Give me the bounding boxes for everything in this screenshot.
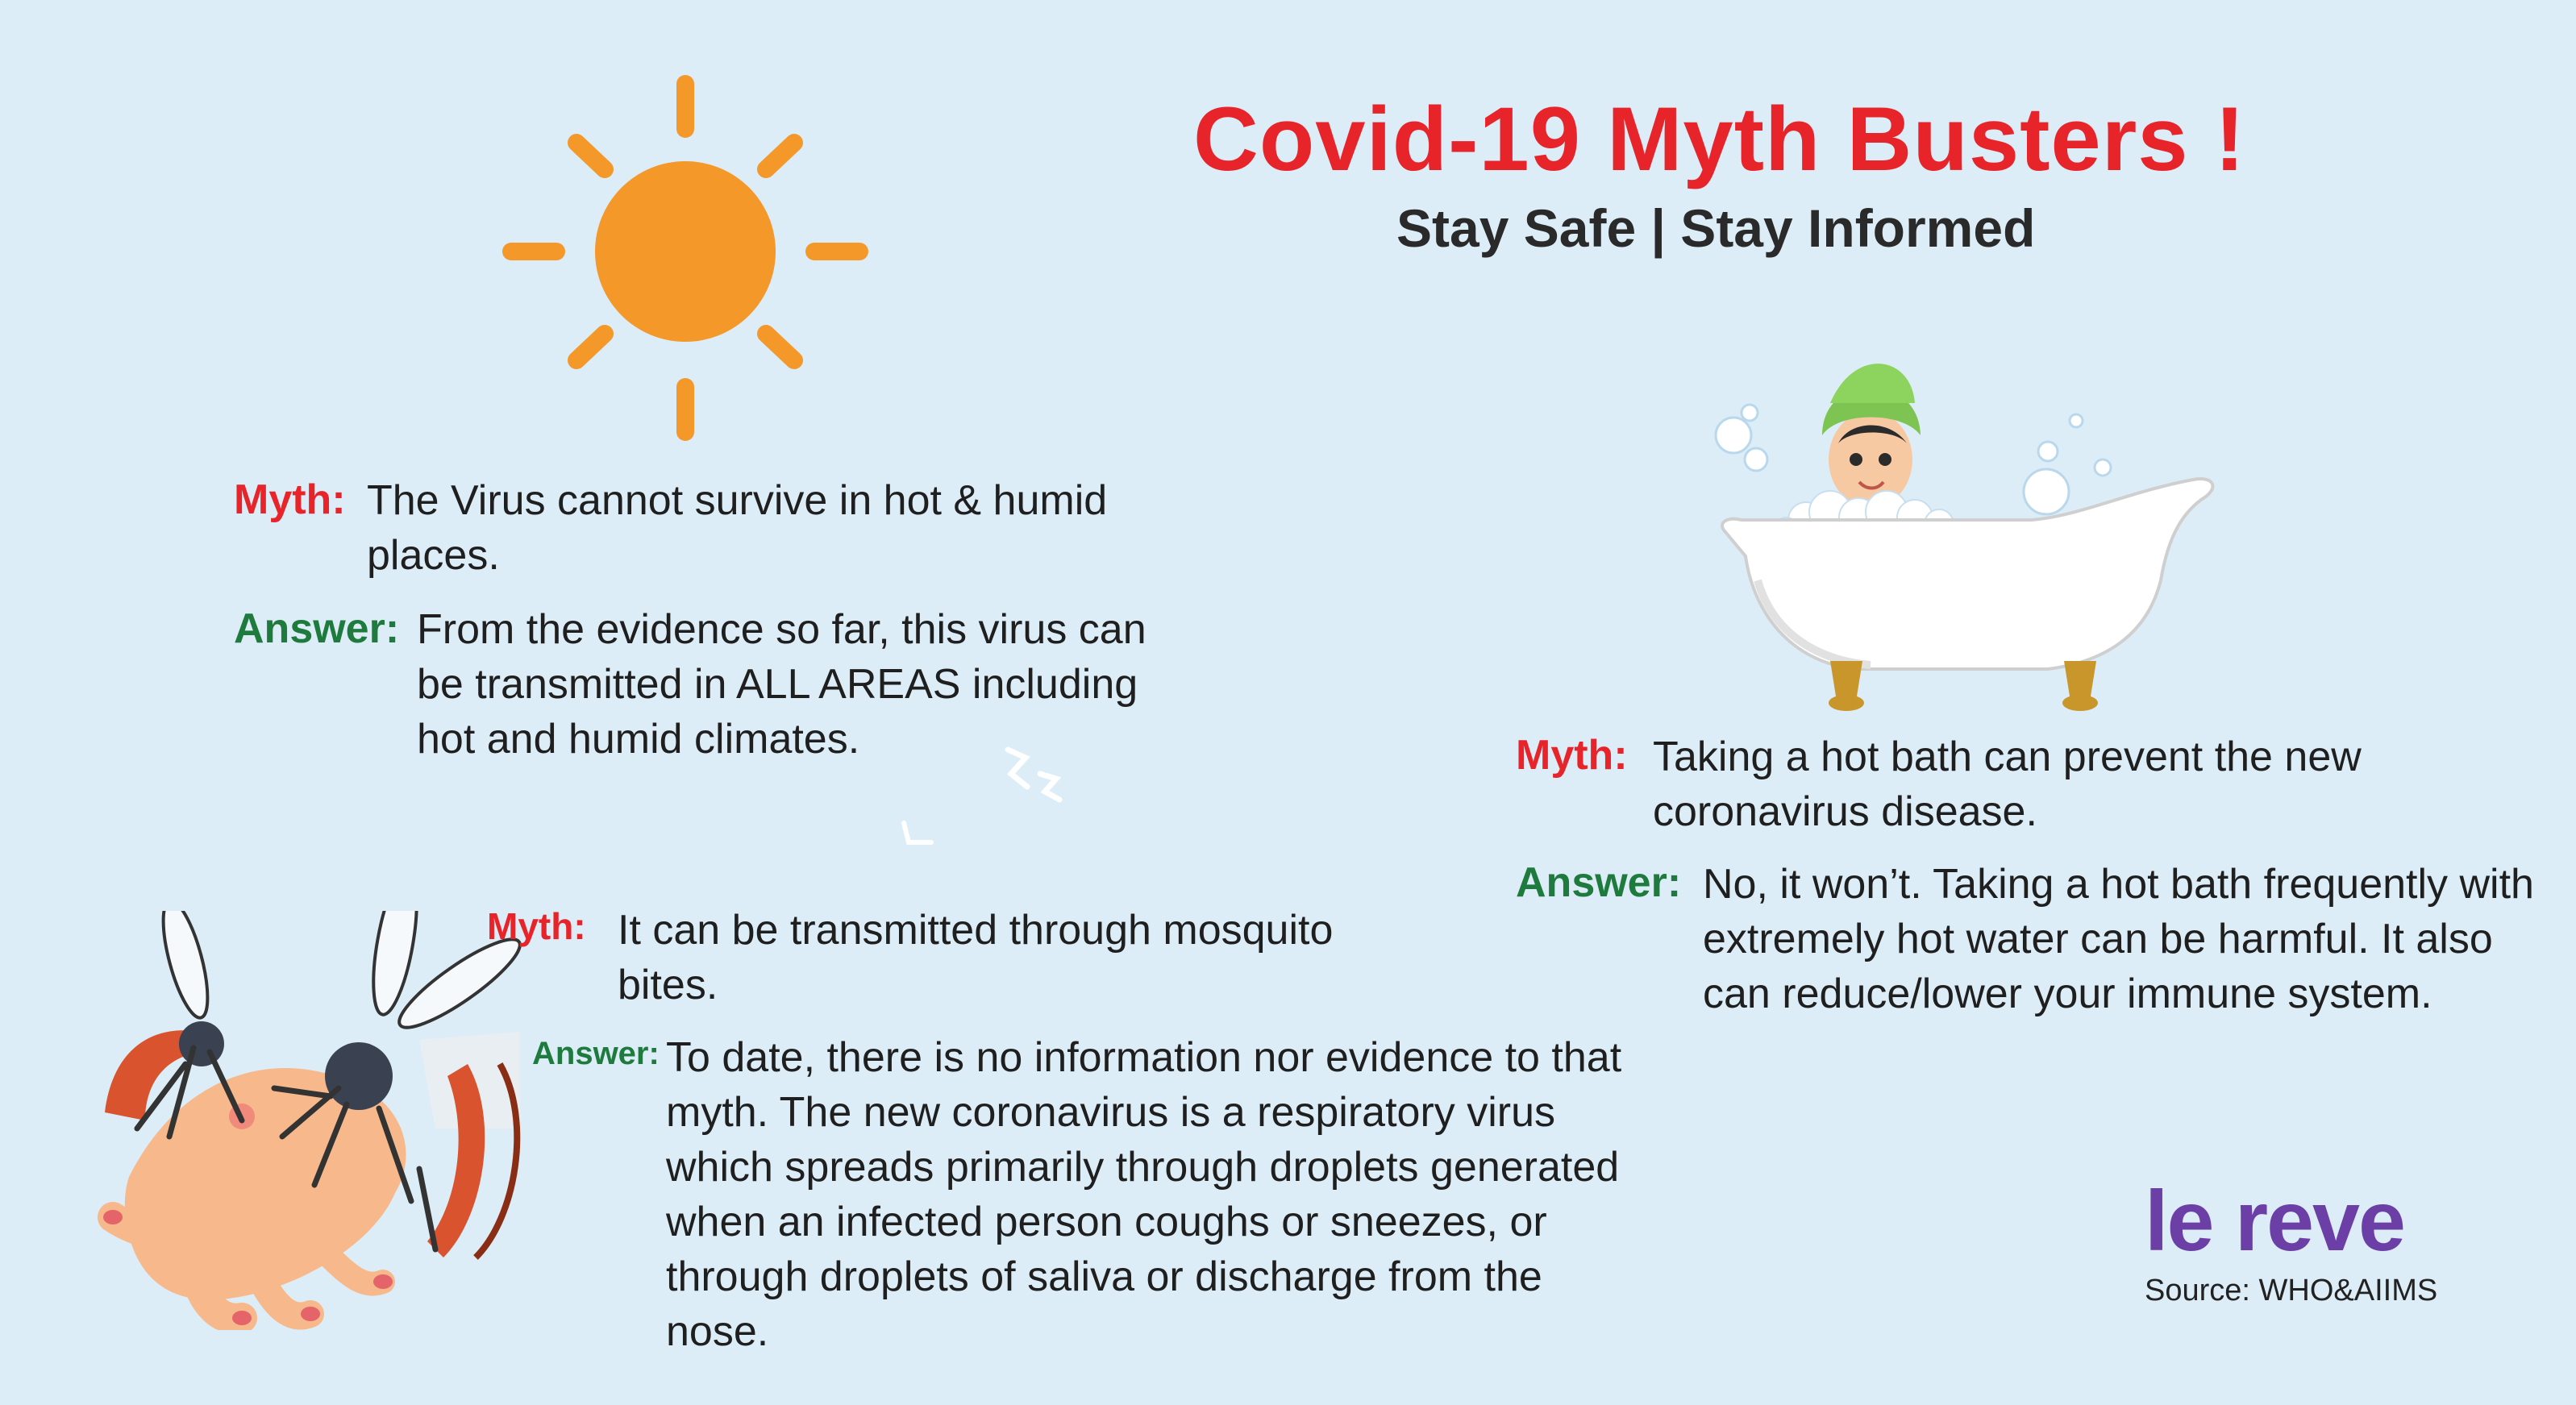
myth-text-2: It can be transmitted through mosquito bites.: [618, 907, 1334, 1008]
sun-icon: [500, 73, 871, 443]
sparkle-icon: [899, 818, 939, 850]
myth-label-1: Myth:: [234, 476, 346, 523]
answer-label-2: Answer:: [532, 1036, 660, 1071]
answer-text-2: To date, there is no information nor evidence to that myth. The new coronavirus is a respiratory virus which spreads primarily through droplets generated when an infected person coughs or sneezes, or through droplets of saliva or discharge from the nose.: [666, 1034, 1622, 1355]
answer-text-3: No, it won’t. Taking a hot bath frequently with extremely hot water can be harmful. It also can reduce/lower your immune system.: [1703, 861, 2534, 1017]
myth-label-3: Myth:: [1516, 732, 1628, 779]
sparkle-icon: [1000, 742, 1072, 814]
mosquito-hand-illustration: [81, 911, 532, 1330]
brand-logo: le reve: [2145, 1174, 2404, 1269]
page-subtitle: Stay Safe | Stay Informed: [1396, 198, 2036, 258]
answer-label-1: Answer:: [234, 605, 400, 652]
source-credit: Source: WHO&AIIMS: [2145, 1274, 2438, 1307]
page-title: Covid-19 Myth Busters !: [1193, 89, 2245, 189]
bathtub-illustration: [1709, 339, 2225, 717]
myth-text-3: Taking a hot bath can prevent the new coronavirus disease.: [1653, 734, 2362, 835]
answer-text-1: From the evidence so far, this virus can be transmitted in ALL AREAS including hot and humid climates.: [417, 606, 1147, 763]
myth-text-1: The Virus cannot survive in hot & humid places.: [367, 477, 1108, 579]
myth-label-2: Myth:: [487, 905, 586, 947]
answer-label-3: Answer:: [1516, 859, 1682, 906]
